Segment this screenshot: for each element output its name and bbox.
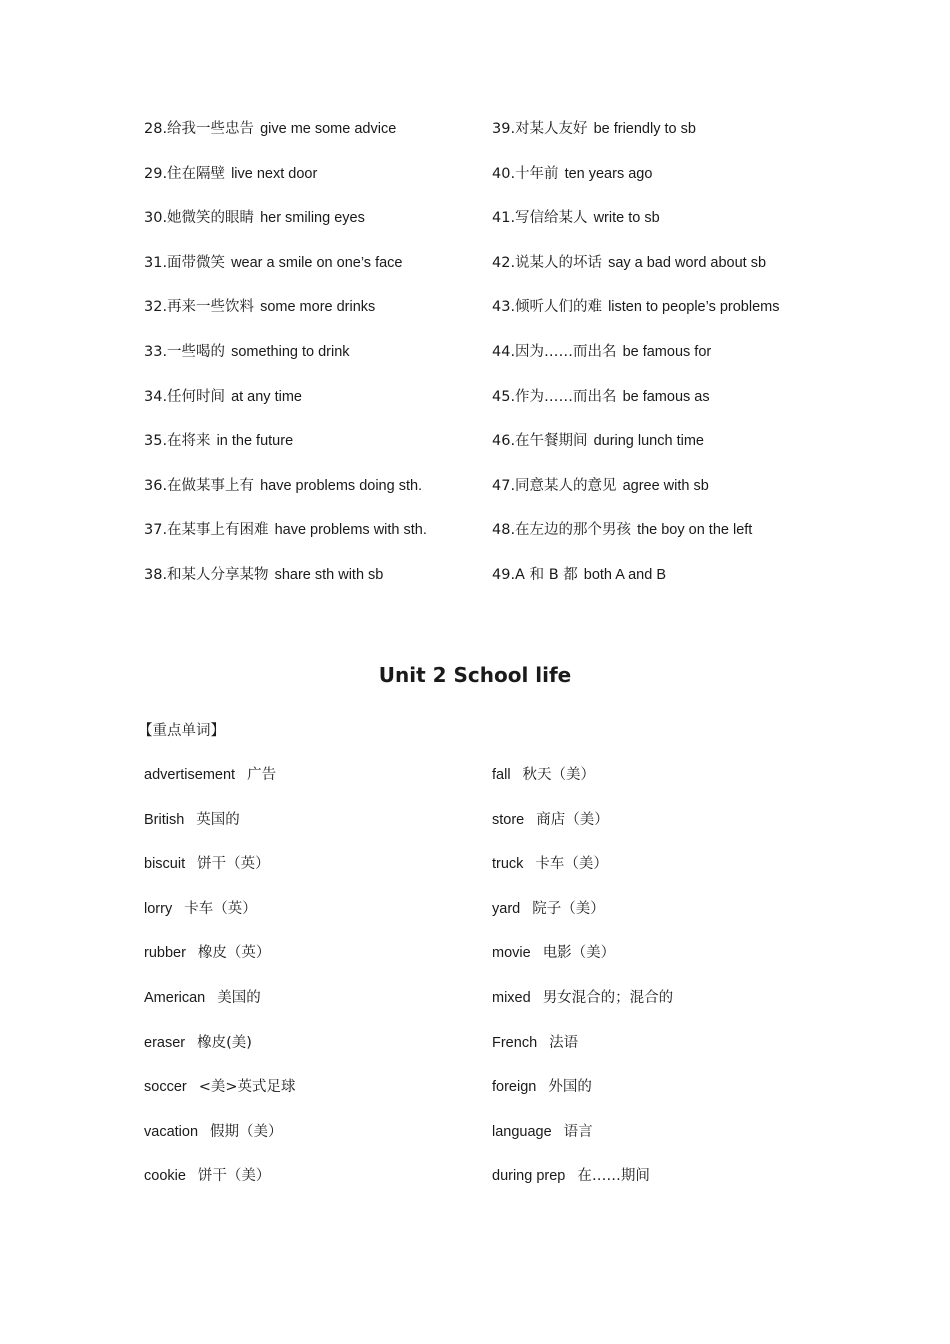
- phrase-english: give me some advice: [260, 121, 397, 137]
- vocab-meaning: 法语: [549, 1034, 579, 1051]
- phrase-chinese: 45.作为……而出名: [492, 388, 617, 405]
- vocab-meaning: 英国的: [196, 811, 240, 828]
- vocab-word: biscuit: [144, 856, 186, 873]
- vocab-meaning: 美国的: [217, 989, 261, 1006]
- vocab-item: [492, 1030, 824, 1075]
- vocab-meaning: 外国的: [548, 1079, 592, 1096]
- phrase-item: [492, 517, 824, 562]
- vocab-word: movie: [492, 945, 531, 962]
- vocab-meaning: 电影（美）: [542, 945, 616, 962]
- phrase-item: [492, 473, 824, 518]
- phrase-english: have problems with sth.: [274, 522, 427, 539]
- phrase-english: some more drinks: [260, 299, 376, 316]
- phrase-chinese: 29.住在隔壁: [144, 165, 226, 182]
- vocab-word: lorry: [144, 900, 173, 917]
- vocab-meaning: 饼干（美）: [197, 1168, 271, 1185]
- phrase-english: wear a smile on one’s face: [231, 254, 403, 271]
- phrase-chinese: 44.因为……而出名: [492, 343, 617, 360]
- phrase-chinese: 36.在做某事上有: [144, 477, 255, 494]
- vocab-meaning: 卡车（美）: [535, 856, 608, 873]
- vocab-word: truck: [492, 856, 524, 873]
- vocab-word: soccer: [144, 1079, 187, 1096]
- vocab-word: fall: [492, 767, 511, 783]
- vocab-item: [144, 1074, 492, 1119]
- vocab-item: [492, 1119, 824, 1164]
- vocab-meaning: 饼干（英）: [197, 856, 270, 873]
- phrase-chinese: 40.十年前: [492, 165, 559, 182]
- vocab-item: [492, 940, 824, 985]
- vocab-item: [492, 851, 824, 896]
- vocab-item: [492, 1163, 824, 1208]
- phrase-item: [492, 294, 824, 339]
- vocab-item: [144, 1119, 492, 1164]
- vocab-word: rubber: [144, 945, 186, 962]
- vocab-item: [492, 807, 824, 852]
- vocab-word: store: [492, 811, 525, 828]
- phrase-item: [492, 161, 824, 206]
- vocab-meaning: 秋天（美）: [522, 767, 596, 783]
- phrase-english: live next door: [231, 165, 318, 182]
- vocab-meaning: 橡皮（英）: [197, 945, 271, 962]
- vocab-meaning: 男女混合的；混合的: [542, 989, 674, 1006]
- vocab-word: foreign: [492, 1079, 537, 1096]
- phrase-chinese: 41.写信给某人: [492, 210, 588, 227]
- vocab-item: [492, 1074, 824, 1119]
- phrase-english: be friendly to sb: [593, 121, 696, 137]
- vocab-item: [144, 1163, 492, 1208]
- phrase-item: [492, 562, 824, 607]
- phrase-chinese: 39.对某人友好: [492, 121, 588, 137]
- vocab-meaning: 在……期间: [577, 1168, 650, 1185]
- vocab-item: [144, 896, 492, 941]
- vocab-meaning: 广告: [247, 767, 277, 783]
- vocab-word: American: [144, 989, 206, 1006]
- phrase-item: [144, 116, 492, 161]
- phrase-english: the boy on the left: [637, 522, 753, 539]
- phrase-chinese: 35.在将来: [144, 433, 211, 450]
- phrase-english: during lunch time: [593, 433, 704, 450]
- unit-title: Unit 2 School life: [378, 663, 572, 687]
- phrase-english: say a bad word about sb: [608, 254, 767, 271]
- vocab-word: vacation: [144, 1123, 199, 1140]
- phrase-english: at any time: [231, 388, 302, 405]
- vocab-word: British: [144, 811, 185, 828]
- phrase-english: ten years ago: [564, 165, 653, 182]
- phrase-english: both A and B: [583, 566, 667, 583]
- phrase-chinese: 43.倾听人们的难: [492, 299, 603, 316]
- vocab-word: advertisement: [144, 767, 236, 783]
- phrase-item: [492, 116, 824, 161]
- vocab-meaning: 橡皮(美): [197, 1034, 252, 1051]
- phrase-chinese: 38.和某人分享某物: [144, 566, 269, 583]
- phrase-chinese: 33.一些喝的: [144, 343, 226, 360]
- phrase-item: [492, 428, 824, 473]
- phrase-list: [144, 116, 824, 607]
- phrase-item: [144, 428, 492, 473]
- phrase-english: write to sb: [593, 210, 660, 227]
- vocab-meaning: 卡车（英）: [184, 900, 257, 917]
- vocab-item: [144, 807, 492, 852]
- phrase-english: something to drink: [231, 343, 350, 360]
- phrase-chinese: 48.在左边的那个男孩: [492, 522, 632, 539]
- phrase-item: [144, 250, 492, 295]
- vocab-meaning: 院子（美）: [532, 900, 605, 917]
- phrase-item: [144, 161, 492, 206]
- phrase-item: [492, 250, 824, 295]
- vocab-item: [492, 896, 824, 941]
- phrase-chinese: 32.再来一些饮料: [144, 299, 255, 316]
- phrase-chinese: 49.A 和 B 都: [492, 566, 578, 583]
- phrase-chinese: 30.她微笑的眼睛: [144, 210, 255, 227]
- phrase-english: listen to people’s problems: [608, 299, 780, 316]
- vocab-item: [144, 1030, 492, 1075]
- phrase-item: [144, 294, 492, 339]
- phrase-chinese: 28.给我一些忠告: [144, 121, 255, 137]
- vocab-item: [144, 940, 492, 985]
- phrase-english: in the future: [216, 433, 294, 450]
- phrase-item: [144, 562, 492, 607]
- vocab-word: yard: [492, 900, 521, 917]
- phrase-item: [144, 205, 492, 250]
- phrase-item: [144, 473, 492, 518]
- phrase-chinese: 31.面带微笑: [144, 254, 226, 271]
- phrase-item: [144, 384, 492, 429]
- phrase-chinese: 46.在午餐期间: [492, 433, 588, 450]
- phrase-chinese: 34.任何时间: [144, 388, 226, 405]
- vocab-word: during prep: [492, 1168, 566, 1185]
- phrase-chinese: 47.同意某人的意见: [492, 477, 617, 494]
- vocab-meaning: 语言: [563, 1123, 593, 1140]
- vocab-meaning: 商店（美）: [536, 811, 609, 828]
- phrase-english: share sth with sb: [274, 566, 384, 583]
- phrase-item: [492, 205, 824, 250]
- phrase-english: her smiling eyes: [260, 210, 365, 227]
- vocab-word: French: [492, 1034, 538, 1051]
- vocab-item: [144, 762, 492, 807]
- phrase-item: [492, 384, 824, 429]
- phrase-item: [144, 339, 492, 384]
- phrase-item: [492, 339, 824, 384]
- vocab-word: eraser: [144, 1034, 186, 1051]
- vocab-word: language: [492, 1123, 552, 1140]
- vocab-word: mixed: [492, 989, 531, 1006]
- section-label: 【重点单词】: [138, 723, 225, 739]
- phrase-chinese: 37.在某事上有困难: [144, 522, 269, 539]
- phrase-english: agree with sb: [622, 477, 709, 494]
- vocab-item: [492, 985, 824, 1030]
- vocab-item: [144, 851, 492, 896]
- vocab-list: [144, 762, 824, 1208]
- vocab-item: [492, 762, 824, 807]
- vocab-item: [144, 985, 492, 1030]
- phrase-english: have problems doing sth.: [260, 477, 423, 494]
- phrase-chinese: 42.说某人的坏话: [492, 254, 603, 271]
- phrase-english: be famous as: [622, 388, 710, 405]
- vocab-meaning: <美>英式足球: [198, 1079, 296, 1096]
- phrase-english: be famous for: [622, 343, 712, 360]
- vocab-meaning: 假期（美）: [210, 1123, 283, 1140]
- vocab-word: cookie: [144, 1168, 186, 1185]
- phrase-item: [144, 517, 492, 562]
